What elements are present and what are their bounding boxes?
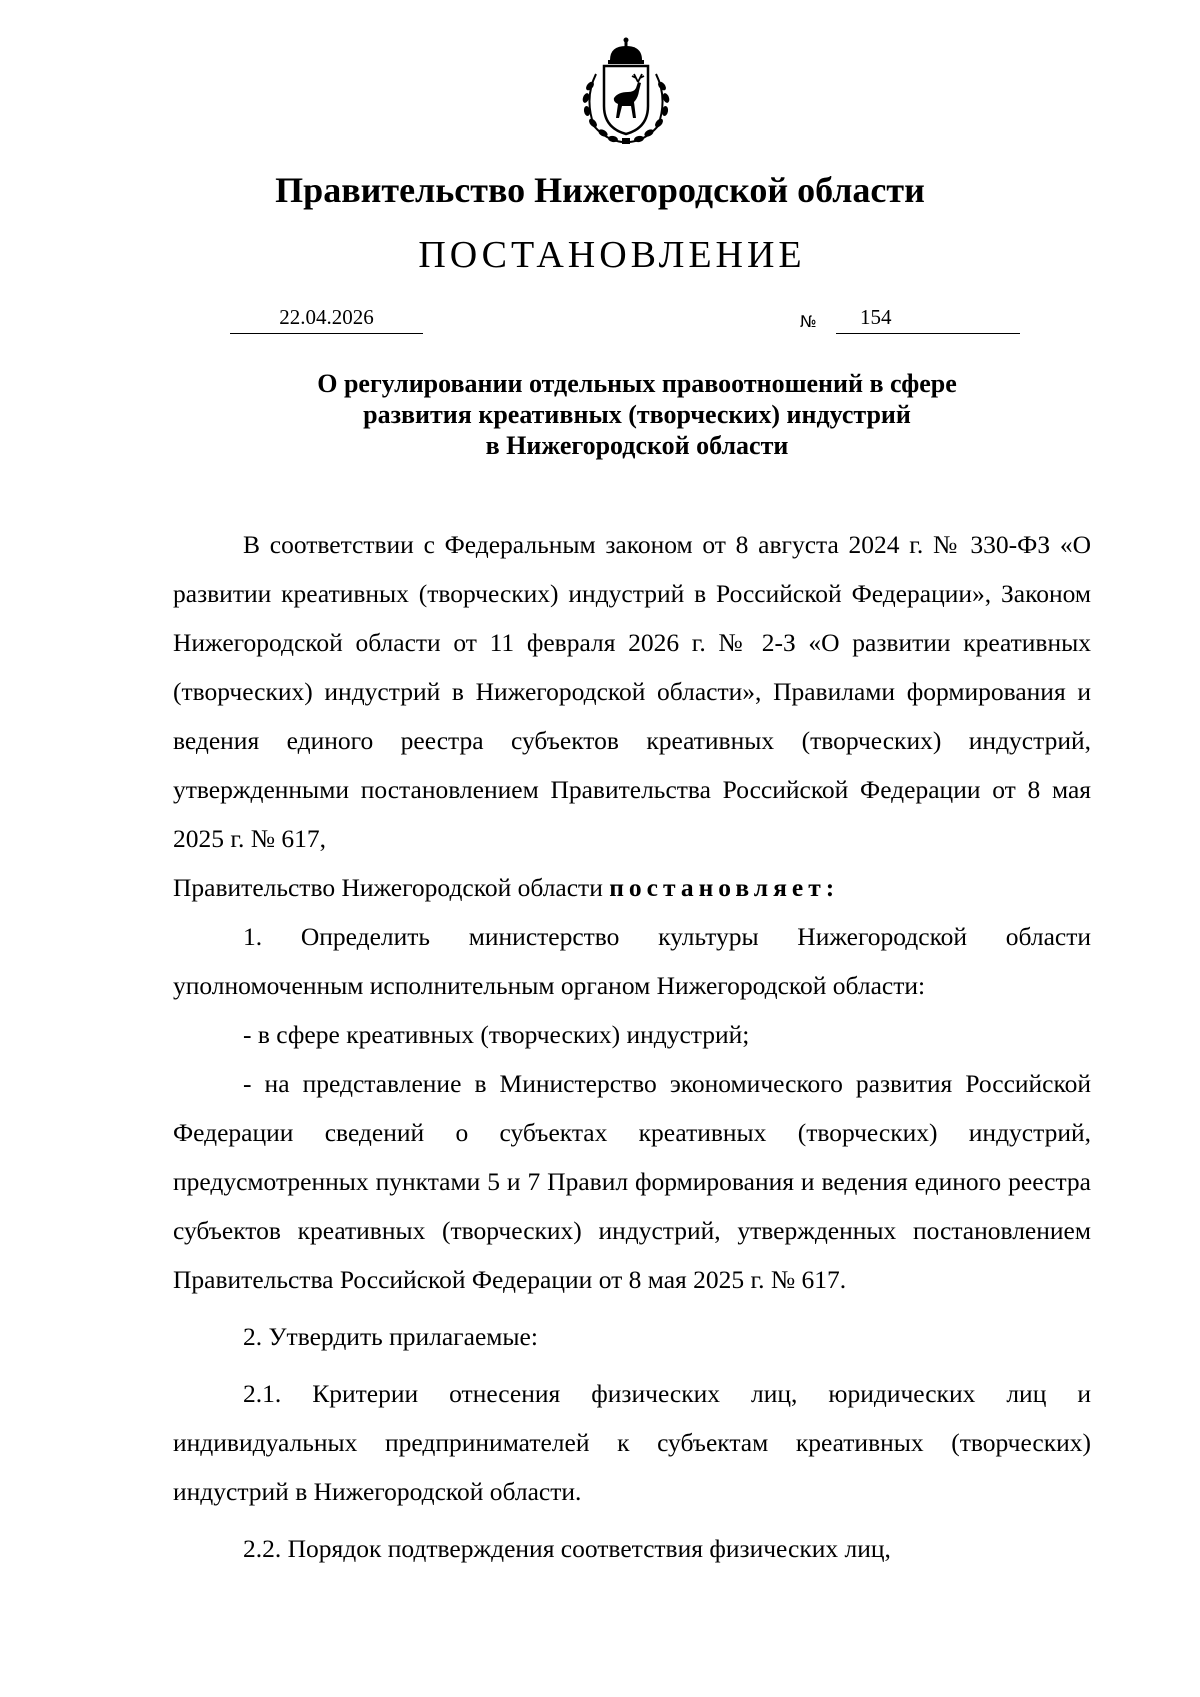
preamble-text: В соответствии с Федеральным законом от 8 августа 2024 г. № 330-ФЗ «О развитии креативных (творческих) индустрий в Российской Федерации», Законом Нижегородской области от 11 февраля 2026 г. № 2-З «О развитии креативных (творческих) индустрий в Нижегородской области», Правилами формирования и ведения единого реестра субъектов креативных (творческих) индустрий, утвержденными постановлением Правительства Российской Федерации от 8 мая 2025 г. № 617, [173, 530, 1091, 853]
document-type: ПОСТАНОВЛЕНИЕ [418, 234, 806, 276]
preamble-tail: Правительство Нижегородской области [173, 873, 603, 902]
document-number-field [836, 303, 1020, 334]
item-1-a: - в сфере креативных (творческих) индустрий; [243, 1020, 750, 1049]
subject-line: в Нижегородской области [485, 431, 789, 460]
subject-line: развития креативных (творческих) индустрий [363, 400, 911, 429]
subject-line: О регулировании отдельных правоотношений в сфере [317, 369, 957, 398]
item-2-1: 2.1. Критерии отнесения физических лиц, юридических лиц и индивидуальных предпринимателей к субъектам креативных (творческих) индустрий в Нижегородской области. [173, 1379, 1091, 1506]
preamble-paragraph [173, 520, 1091, 912]
document-subject [172, 368, 1102, 461]
document-body [173, 520, 1091, 1573]
resolves-word: постановляет: [609, 873, 840, 902]
item-2: 2. Утвердить прилагаемые: [243, 1322, 538, 1351]
document-date: 22.04.2026 [230, 303, 423, 334]
document-number: 154 [860, 305, 892, 329]
number-label: № [800, 312, 817, 331]
coat-of-arms-icon [566, 36, 686, 148]
item-1-b: - на представление в Министерство экономического развития Российской Федерации сведений о субъектах креативных (творческих) индустрий, предусмотренных пунктами 5 и 7 Правил формирования и ведения единого реестра субъектов креативных (творческих) индустрий, утвержденных постановлением Правительства Российской Федерации от 8 мая 2025 г. № 617. [173, 1069, 1091, 1294]
item-1: 1. Определить министерство культуры Нижегородской области уполномоченным исполнительным органом Нижегородской области: [173, 922, 1091, 1000]
item-2-2: 2.2. Порядок подтверждения соответствия физических лиц, [243, 1534, 891, 1563]
government-title: Правительство Нижегородской области [275, 170, 925, 210]
